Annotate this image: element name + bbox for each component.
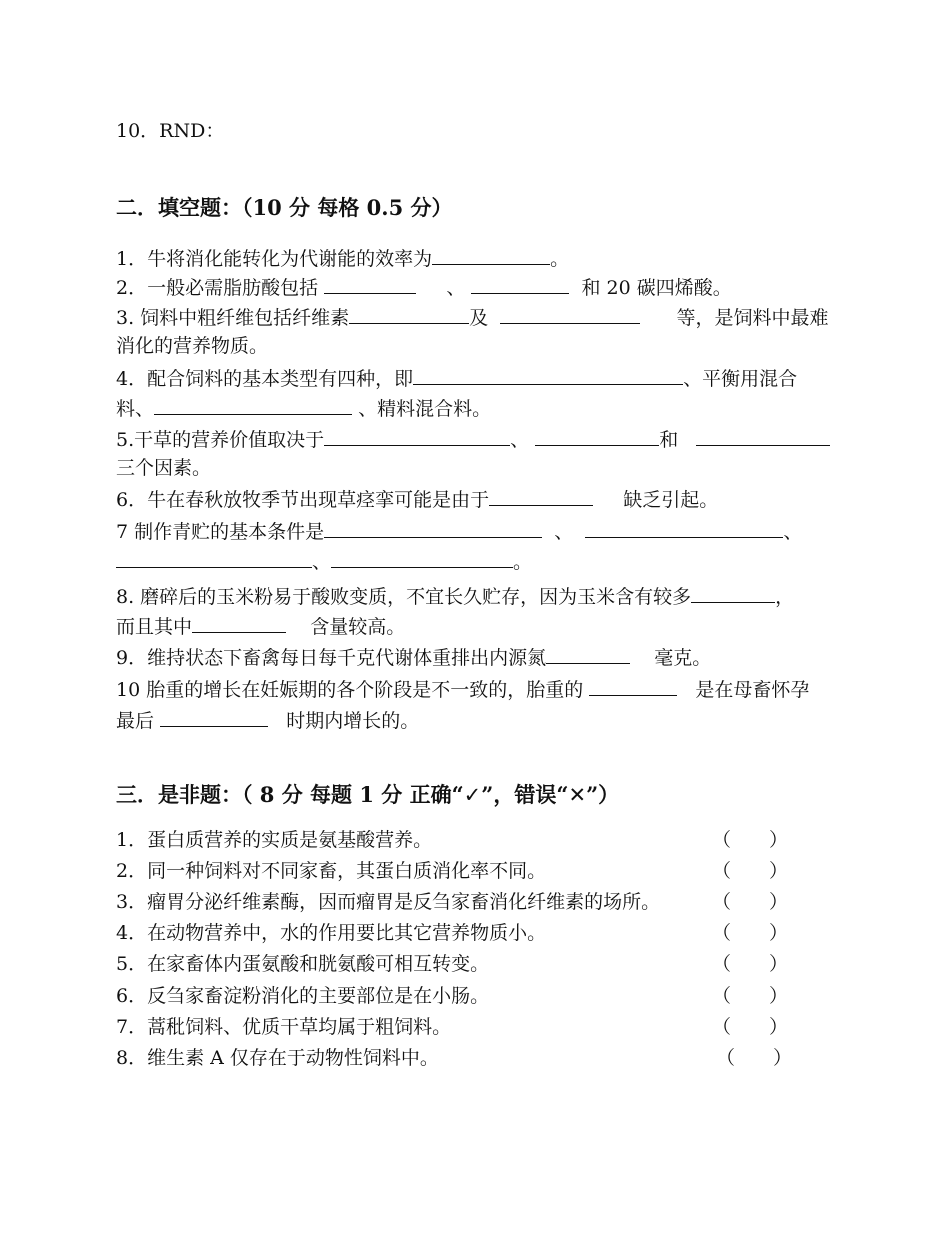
fill-question-5: 5.干草的营养价值取决于 、 和 (116, 425, 830, 453)
answer-blank[interactable] (413, 364, 683, 385)
answer-parentheses[interactable]: （ ） (712, 891, 789, 913)
fill-question-5-continued: 三个因素。 (116, 457, 212, 479)
answer-parentheses[interactable]: （ ） (712, 922, 789, 944)
answer-blank[interactable] (489, 485, 593, 506)
true-false-item: 5．在家畜体内蛋氨酸和胱氨酸可相互转变。 (116, 953, 490, 975)
fill-question-2: 2．一般必需脂肪酸包括 、 和 20 碳四烯酸。 (116, 273, 732, 301)
fill-question-10-continued: 最后 时期内增长的。 (116, 706, 419, 734)
fill-question-10: 10 胎重的增长在妊娠期的各个阶段是不一致的，胎重的 是在母畜怀孕 (116, 675, 809, 703)
answer-blank[interactable] (331, 547, 513, 568)
section3-heading: 三．是非题：（ 8 分 每题 1 分 正确“✓”，错误“✕”） (116, 782, 620, 807)
fill-question-8-continued: 而且其中 含量较高。 (116, 612, 405, 640)
answer-blank[interactable] (192, 612, 286, 633)
answer-blank[interactable] (585, 517, 783, 538)
answer-blank[interactable] (324, 425, 510, 446)
fill-question-3: 3. 饲料中粗纤维包括纤维素 及 等，是饲料中最难 (116, 303, 829, 331)
answer-parentheses[interactable]: （ ） (712, 985, 789, 1007)
fill-question-9: 9．维持状态下畜禽每日每千克代谢体重排出内源氮 毫克。 (116, 643, 711, 671)
fill-question-7: 7 制作青贮的基本条件是 、 、 (116, 517, 802, 545)
answer-parentheses[interactable]: （ ） (712, 1016, 789, 1038)
answer-blank[interactable] (696, 425, 830, 446)
true-false-item: 6．反刍家畜淀粉消化的主要部位是在小肠。 (116, 985, 490, 1007)
answer-blank[interactable] (349, 303, 469, 324)
answer-blank[interactable] (535, 425, 659, 446)
true-false-item: 4．在动物营养中，水的作用要比其它营养物质小。 (116, 922, 547, 944)
answer-blank[interactable] (116, 547, 312, 568)
answer-blank[interactable] (500, 303, 640, 324)
true-false-item: 8．维生素 A 仅存在于动物性饲料中。 (116, 1047, 439, 1069)
section2-heading: 二．填空题：（10 分 每格 0.5 分） (116, 195, 453, 220)
answer-blank[interactable] (324, 273, 416, 294)
answer-blank[interactable] (160, 706, 268, 727)
true-false-item: 7．蒿秕饲料、优质干草均属于粗饲料。 (116, 1016, 452, 1038)
check-mark-icon: ✓ (463, 783, 482, 807)
fill-question-3-continued: 消化的营养物质。 (116, 335, 269, 357)
true-false-item: 3．瘤胃分泌纤维素酶，因而瘤胃是反刍家畜消化纤维素的场所。 (116, 891, 661, 913)
answer-blank[interactable] (471, 273, 569, 294)
cross-mark-icon: ✕ (568, 783, 587, 807)
answer-parentheses[interactable]: （ ） (712, 829, 789, 851)
fill-question-8: 8. 磨碎后的玉米粉易于酸败变质，不宜长久贮存，因为玉米含有较多 ， (116, 582, 794, 610)
answer-blank[interactable] (691, 582, 775, 603)
answer-parentheses[interactable]: （ ） (712, 953, 789, 975)
fill-question-1: 1．牛将消化能转化为代谢能的效率为 。 (116, 244, 569, 272)
true-false-item: 1．蛋白质营养的实质是氨基酸营养。 (116, 829, 433, 851)
fill-question-4-continued: 料、 、精料混合料。 (116, 394, 491, 422)
fill-question-6: 6．牛在春秋放牧季节出现草痉挛可能是由于 缺乏引起。 (116, 485, 718, 513)
true-false-item: 2．同一种饲料对不同家畜，其蛋白质消化率不同。 (116, 860, 547, 882)
answer-blank[interactable] (154, 394, 352, 415)
answer-parentheses[interactable]: （ ） (712, 860, 789, 882)
answer-blank[interactable] (324, 517, 542, 538)
answer-parentheses[interactable]: （ ） (716, 1047, 793, 1069)
fill-question-4: 4．配合饲料的基本类型有四种，即 、平衡用混合 (116, 364, 797, 392)
answer-blank[interactable] (432, 244, 550, 265)
answer-blank[interactable] (589, 675, 677, 696)
answer-blank[interactable] (546, 643, 630, 664)
fill-question-7-continued: 、 。 (116, 547, 532, 575)
prev-question-item: 10．RND： (116, 120, 225, 142)
